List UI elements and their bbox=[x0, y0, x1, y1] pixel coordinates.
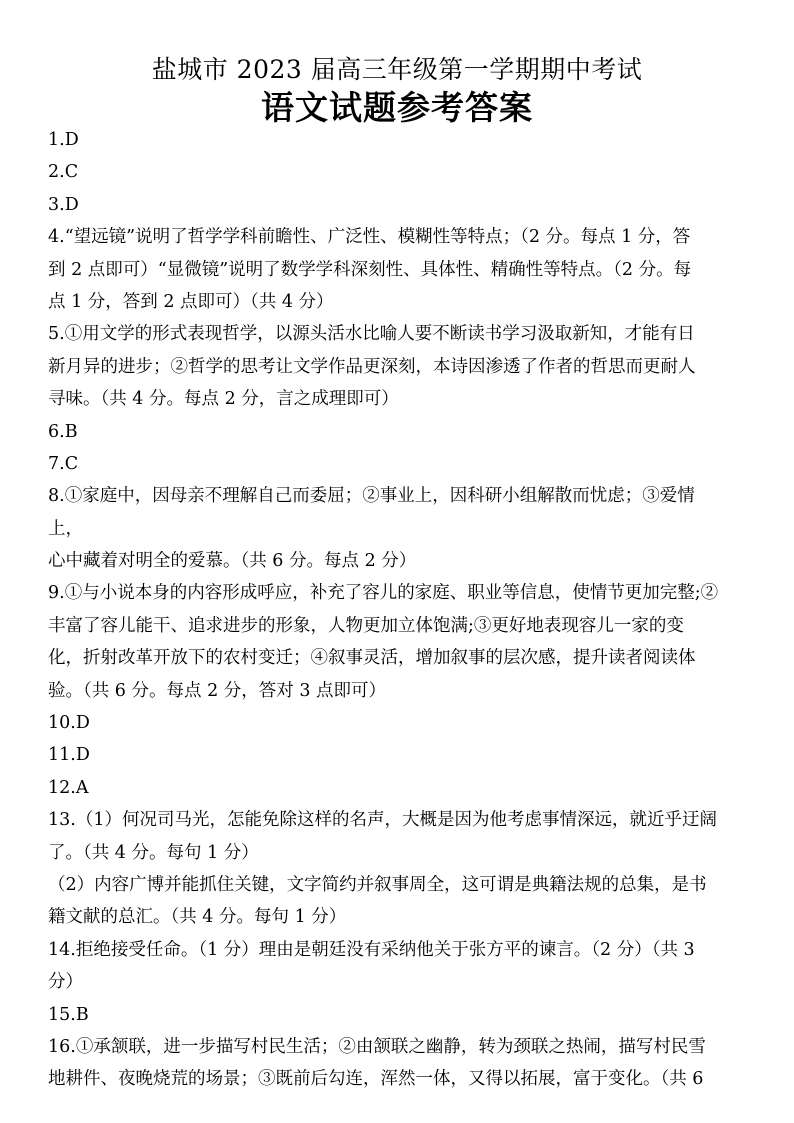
answer-line: 点 1 分，答到 2 点即可）（共 4 分） bbox=[48, 291, 334, 312]
answer-line: 4.“望远镜”说明了哲学学科前瞻性、广泛性、模糊性等特点；（2 分。每点 1 分，答 bbox=[48, 227, 691, 248]
answer-line: （2）内容广博并能抓住关键，文字简约并叙事周全，这可谓是典籍法规的总集，是书 bbox=[48, 874, 707, 895]
answer-line: 到 2 点即可）“显微镜”说明了数学学科深刻性、具体性、精确性等特点。（2 分。每 bbox=[48, 259, 692, 280]
answer-line: 12.A bbox=[48, 777, 89, 798]
exam-title: 盐城市 2023 届高三年级第一学期期中考试 bbox=[151, 55, 643, 84]
answer-line: 丰富了容儿能干、追求进步的形象，人物更加立体饱满;③更好地表现容儿一家的变 bbox=[48, 615, 684, 636]
answer-line: 16.①承颔联，进一步描写村民生活；②由颔联之幽静，转为颈联之热闹，描写村民雪 bbox=[48, 1036, 706, 1057]
answer-line: 6.B bbox=[48, 421, 78, 442]
answer-body bbox=[48, 124, 784, 1096]
answer-line: 上， bbox=[48, 518, 83, 539]
answer-line: 5.①用文学的形式表现哲学，以源头活水比喻人要不断读书学习汲取新知，才能有日 bbox=[48, 324, 695, 345]
answer-line: 9.①与小说本身的内容形成呼应，补充了容儿的家庭、职业等信息，使情节更加完整;② bbox=[48, 583, 719, 604]
answer-line: 14.拒绝接受任命。（1 分）理由是朝廷没有采纳他关于张方平的谏言。（2 分）（共 3 bbox=[48, 939, 695, 960]
answer-line: 7.C bbox=[48, 453, 79, 474]
answer-line: 10.D bbox=[48, 713, 90, 734]
answer-line: 1.D bbox=[48, 130, 79, 150]
answer-line: 8.①家庭中，因母亲不理解自己而委屈；②事业上，因科研小组解散而忧虑；③爱情 bbox=[48, 486, 695, 507]
answer-line: 寻味。（共 4 分。每点 2 分，言之成理即可） bbox=[48, 389, 399, 410]
answer-line: 分） bbox=[48, 972, 83, 993]
answer-line: 验。（共 6 分。每点 2 分，答对 3 点即可） bbox=[48, 680, 387, 701]
answer-line: 2.C bbox=[48, 162, 79, 183]
doc-title: 语文试题参考答案 bbox=[261, 88, 533, 127]
answer-line: 籍文献的总汇。（共 4 分。每句 1 分） bbox=[48, 907, 347, 928]
answer-line: 15.B bbox=[48, 1004, 89, 1025]
answer-line: 3.D bbox=[48, 194, 79, 215]
answer-line: 新月异的进步；②哲学的思考让文学作品更深刻，本诗因渗透了作者的哲思而更耐人 bbox=[48, 356, 696, 377]
answer-line: 地耕件、夜晚烧荒的场景；③既前后勾连，浑然一体，又得以拓展，富于变化。（共 6 bbox=[48, 1069, 704, 1090]
answer-line: 13.（1）何况司马光，怎能免除这样的名声，大概是因为他考虑事情深远，就近乎迂阔 bbox=[48, 810, 717, 831]
answer-line: 11.D bbox=[48, 745, 90, 766]
answer-line: 心中藏着对明全的爱慕。（共 6 分。每点 2 分） bbox=[48, 551, 417, 572]
answer-line: 化，折射改革开放下的农村变迁；④叙事灵活，增加叙事的层次感，提升读者阅读体 bbox=[48, 648, 696, 669]
answer-line: 了。（共 4 分。每句 1 分） bbox=[48, 842, 259, 863]
